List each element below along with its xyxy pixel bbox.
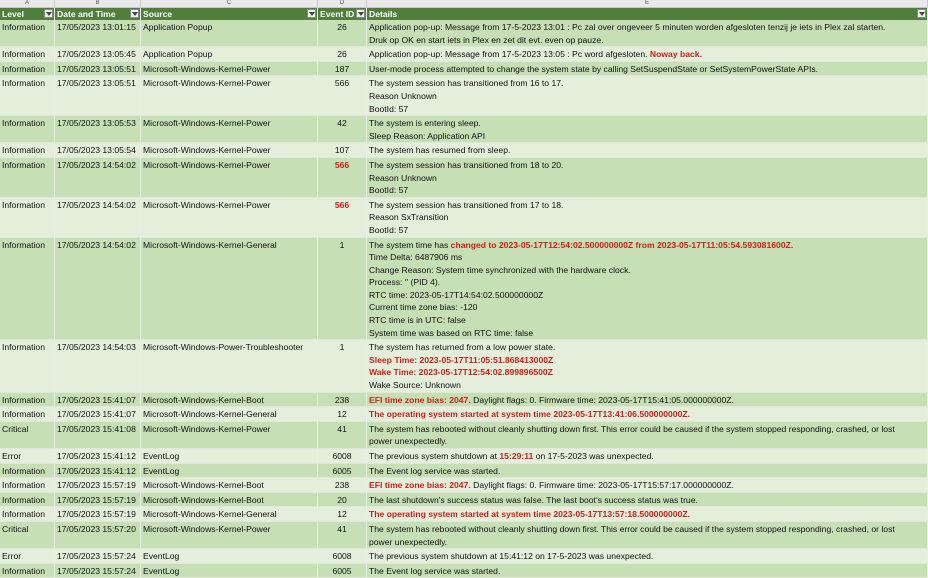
table-row: [0, 238, 928, 341]
source-cell[interactable]: EventLog: [141, 564, 318, 578]
details-line: [369, 465, 925, 478]
details-line: [369, 251, 925, 264]
level-cell[interactable]: Information: [0, 493, 55, 508]
column-letter-d[interactable]: D: [318, 0, 367, 7]
header-date-label: Date and Time: [57, 9, 116, 19]
date-cell[interactable]: 17/05/2023 15:57:24: [55, 549, 141, 564]
event-id-cell[interactable]: 238: [318, 393, 367, 408]
details-line: [369, 354, 925, 367]
details-text: The system time has: [369, 239, 451, 250]
details-line: [369, 77, 925, 90]
details-text: The system is entering sleep.: [369, 118, 481, 129]
date-cell[interactable]: 17/05/2023 14:54:03: [55, 340, 141, 392]
filter-dropdown-icon[interactable]: [44, 9, 53, 18]
filter-dropdown-icon[interactable]: [130, 9, 139, 18]
level-cell[interactable]: Information: [0, 238, 55, 341]
date-cell[interactable]: 17/05/2023 15:41:07: [55, 407, 141, 422]
details-text: The system has rebooted without cleanly shutting down first. This error could be caused if the system stopped responding, crashed, or lost: [369, 423, 895, 434]
details-line: [369, 172, 925, 185]
details-text: The Event log service was started.: [369, 565, 501, 576]
details-line: [369, 494, 925, 507]
table-row: [0, 143, 928, 158]
event-id-cell[interactable]: 1: [318, 238, 367, 341]
table-row: [0, 564, 928, 578]
details-text: The Event log service was started.: [369, 465, 501, 476]
details-text: System time was based on RTC time: false: [369, 327, 534, 338]
details-line: [369, 523, 925, 536]
source-cell[interactable]: Microsoft-Windows-Kernel-Boot: [141, 393, 318, 408]
table-row: [0, 478, 928, 493]
level-cell[interactable]: Information: [0, 407, 55, 422]
details-cell[interactable]: [367, 478, 928, 493]
details-line: [369, 408, 925, 421]
details-text: Current time zone bias: -120: [369, 302, 478, 313]
level-cell[interactable]: Information: [0, 20, 55, 47]
details-text: The system session has transitioned from 18 to 20.: [369, 159, 564, 170]
date-cell[interactable]: 17/05/2023 13:05:53: [55, 116, 141, 143]
event-id-cell[interactable]: 6005: [318, 564, 367, 578]
event-id-cell[interactable]: 107: [318, 143, 367, 158]
details-text: The system has rebooted without cleanly shutting down first. This error could be caused if the system stopped responding, crashed, or lost: [369, 523, 895, 534]
event-id-cell[interactable]: 12: [318, 507, 367, 522]
date-cell[interactable]: 17/05/2023 15:57:20: [55, 522, 141, 549]
level-cell[interactable]: Critical: [0, 522, 55, 549]
details-cell[interactable]: [367, 493, 928, 508]
source-cell[interactable]: Microsoft-Windows-Kernel-Boot: [141, 478, 318, 493]
details-line: [369, 565, 925, 578]
details-line: [369, 301, 925, 314]
table-row: [0, 507, 928, 522]
details-text: RTC time is in UTC: false: [369, 315, 466, 326]
details-line: [369, 314, 925, 327]
event-id-cell[interactable]: 187: [318, 62, 367, 77]
source-cell[interactable]: Microsoft-Windows-Power-Troubleshooter: [141, 340, 318, 392]
source-cell[interactable]: Microsoft-Windows-Kernel-Power: [141, 143, 318, 158]
header-event-id[interactable]: [318, 8, 367, 20]
source-cell[interactable]: Microsoft-Windows-Kernel-Power: [141, 62, 318, 77]
header-row: [0, 8, 928, 20]
source-cell[interactable]: Microsoft-Windows-Kernel-General: [141, 407, 318, 422]
date-cell[interactable]: 17/05/2023 14:54:02: [55, 198, 141, 238]
details-text: The system session has transitioned from 16 to 17.: [369, 78, 564, 89]
column-letter-c[interactable]: C: [141, 0, 318, 7]
table-row: [0, 493, 928, 508]
source-cell[interactable]: Application Popup: [141, 47, 318, 62]
details-text: User-mode process attempted to change the system state by calling SetSuspendState or SetSystemPowerState APIs.: [369, 63, 819, 74]
event-id-cell[interactable]: 566: [318, 158, 367, 198]
details-cell[interactable]: [367, 76, 928, 116]
header-event-id-label: Event ID: [320, 9, 355, 19]
date-cell[interactable]: 17/05/2023 13:05:54: [55, 143, 141, 158]
date-cell[interactable]: 17/05/2023 14:54:02: [55, 158, 141, 198]
header-date[interactable]: [55, 8, 141, 20]
details-cell[interactable]: [367, 507, 928, 522]
details-line: [369, 144, 925, 157]
source-cell[interactable]: EventLog: [141, 549, 318, 564]
details-cell[interactable]: [367, 564, 928, 578]
details-line: [369, 48, 925, 61]
details-text: RTC time: 2023-05-17T14:54:02.500000000Z: [369, 289, 544, 300]
level-cell[interactable]: Information: [0, 76, 55, 116]
details-text: The system has resumed from sleep.: [369, 145, 511, 156]
highlighted-text: Noway back.: [649, 49, 702, 60]
details-cell[interactable]: [367, 62, 928, 77]
event-id-cell[interactable]: 41: [318, 422, 367, 449]
details-text: BootId: 57: [369, 185, 409, 196]
level-cell[interactable]: Error: [0, 549, 55, 564]
details-cell[interactable]: [367, 407, 928, 422]
details-line: [369, 450, 925, 463]
date-cell[interactable]: 17/05/2023 13:05:51: [55, 76, 141, 116]
table-row: [0, 340, 928, 392]
date-cell[interactable]: 17/05/2023 15:57:24: [55, 564, 141, 578]
source-cell[interactable]: Microsoft-Windows-Kernel-Boot: [141, 493, 318, 508]
source-cell[interactable]: Microsoft-Windows-Kernel-General: [141, 238, 318, 341]
level-cell[interactable]: Critical: [0, 422, 55, 449]
event-id-cell[interactable]: 1: [318, 340, 367, 392]
level-cell[interactable]: Information: [0, 464, 55, 479]
highlighted-text: Wake Time: 2023-05-17T12:54:02.899896500Z: [369, 367, 553, 378]
table-row: [0, 76, 928, 116]
column-letter-e[interactable]: E: [367, 0, 928, 7]
level-cell[interactable]: Information: [0, 478, 55, 493]
event-id-cell[interactable]: 26: [318, 47, 367, 62]
details-text: Daylight flags: 0. Firmware time: 2023-05-17T15:41:05.000000000Z.: [470, 394, 734, 405]
source-cell[interactable]: Microsoft-Windows-Kernel-Power: [141, 522, 318, 549]
details-cell[interactable]: [367, 464, 928, 479]
source-cell[interactable]: Microsoft-Windows-Kernel-Power: [141, 198, 318, 238]
table-row: [0, 393, 928, 408]
details-line: [369, 184, 925, 197]
details-line: [369, 394, 925, 407]
table-row: [0, 158, 928, 198]
details-cell[interactable]: [367, 422, 928, 449]
details-line: [369, 117, 925, 130]
details-cell[interactable]: [367, 20, 928, 47]
date-cell[interactable]: 17/05/2023 13:05:45: [55, 47, 141, 62]
source-cell[interactable]: Microsoft-Windows-Kernel-General: [141, 507, 318, 522]
details-text: Application pop-up: Message from 17-5-2023 13:01 : Pc zal over ongeveer 5 minuten worden afgesloten tenzij je iets in Plex zal starten.: [369, 22, 886, 32]
table-row: [0, 407, 928, 422]
table-row: [0, 522, 928, 549]
details-line: [369, 536, 925, 549]
event-id-cell[interactable]: 26: [318, 20, 367, 47]
source-cell[interactable]: EventLog: [141, 464, 318, 479]
details-text: The last shutdown's success status was false. The last boot's success status was true.: [369, 494, 698, 505]
details-text: Application pop-up: Message from 17-5-2023 13:05 : Pc word afgesloten.: [369, 49, 650, 60]
table-row: [0, 549, 928, 564]
level-cell[interactable]: Information: [0, 340, 55, 392]
header-source-label: Source: [143, 9, 173, 19]
date-cell[interactable]: 17/05/2023 13:05:51: [55, 62, 141, 77]
details-text: power unexpectedly.: [369, 436, 448, 447]
column-letter-a[interactable]: A: [0, 0, 55, 7]
event-id-cell[interactable]: 6008: [318, 549, 367, 564]
details-text: BootId: 57: [369, 224, 409, 235]
date-cell[interactable]: 17/05/2023 15:41:07: [55, 393, 141, 408]
details-line: [369, 435, 925, 448]
highlighted-text: EFI time zone bias: 2047.: [369, 480, 471, 491]
details-line: [369, 276, 925, 289]
table-row: [0, 198, 928, 238]
details-cell[interactable]: [367, 393, 928, 408]
details-cell[interactable]: [367, 47, 928, 62]
level-cell[interactable]: Information: [0, 158, 55, 198]
event-id-cell[interactable]: 41: [318, 522, 367, 549]
column-letters: [0, 0, 928, 8]
table-row: [0, 116, 928, 143]
event-id-cell[interactable]: 566: [318, 76, 367, 116]
date-cell[interactable]: 17/05/2023 15:41:08: [55, 422, 141, 449]
details-line: [369, 21, 925, 34]
details-line: [369, 34, 925, 47]
date-cell[interactable]: 17/05/2023 15:57:19: [55, 478, 141, 493]
details-cell[interactable]: [367, 198, 928, 238]
date-cell[interactable]: 17/05/2023 15:57:19: [55, 493, 141, 508]
details-text: Reason SxTransition: [369, 212, 449, 223]
header-level[interactable]: [0, 8, 55, 20]
highlighted-text: Sleep Time: 2023-05-17T11:05:51.868413000Z: [369, 354, 554, 365]
details-line: [369, 423, 925, 436]
event-id-cell[interactable]: 42: [318, 116, 367, 143]
details-text: The previous system shutdown at: [369, 451, 500, 461]
date-cell[interactable]: 17/05/2023 15:57:19: [55, 507, 141, 522]
highlighted-text: EFI time zone bias: 2047.: [369, 394, 471, 405]
table-row: [0, 20, 928, 47]
source-cell[interactable]: Microsoft-Windows-Kernel-Power: [141, 422, 318, 449]
date-cell[interactable]: 17/05/2023 15:41:12: [55, 464, 141, 479]
details-line: [369, 239, 925, 252]
level-cell[interactable]: Error: [0, 449, 55, 464]
details-text: Daylight flags: 0. Firmware time: 2023-05-17T15:57:17.000000000Z.: [470, 480, 734, 491]
details-line: [369, 366, 925, 379]
details-line: [369, 379, 925, 392]
table-row: [0, 47, 928, 62]
level-cell[interactable]: Information: [0, 507, 55, 522]
details-text: BootId: 57: [369, 103, 409, 114]
details-text: power unexpectedly.: [369, 536, 448, 547]
header-details-label: Details: [369, 9, 398, 19]
source-cell[interactable]: Microsoft-Windows-Kernel-Power: [141, 116, 318, 143]
details-text: Process: '' (PID 4).: [369, 277, 441, 288]
details-cell[interactable]: [367, 143, 928, 158]
details-text: The system session has transitioned from 17 to 18.: [369, 199, 564, 210]
level-cell[interactable]: Information: [0, 198, 55, 238]
details-text: Change Reason: System time synchronized with the hardware clock.: [369, 264, 631, 275]
level-cell[interactable]: Information: [0, 47, 55, 62]
details-text: The previous system shutdown at 15:41:12 on 17-5-2023 was unexpected.: [369, 551, 654, 562]
details-line: [369, 479, 925, 492]
details-text: Reason Unknown: [369, 90, 437, 101]
filter-dropdown-icon[interactable]: [307, 9, 316, 18]
highlighted-text: changed to 2023-05-17T12:54:02.500000000Z from 2023-05-17T11:05:54.593081600Z.: [450, 239, 794, 250]
details-line: [369, 550, 925, 563]
header-level-label: Level: [2, 9, 24, 19]
source-cell[interactable]: Application Popup: [141, 20, 318, 47]
source-cell[interactable]: Microsoft-Windows-Kernel-Power: [141, 158, 318, 198]
level-cell[interactable]: Information: [0, 143, 55, 158]
details-line: [369, 341, 925, 354]
details-line: [369, 211, 925, 224]
details-text: Sleep Reason: Application API: [369, 130, 486, 141]
details-line: [369, 159, 925, 172]
details-line: [369, 289, 925, 302]
highlighted-text: 15:29:11: [499, 451, 534, 461]
level-cell[interactable]: Information: [0, 116, 55, 143]
table-row: [0, 449, 928, 464]
event-id-cell[interactable]: 6008: [318, 449, 367, 464]
event-id-cell[interactable]: 12: [318, 407, 367, 422]
date-cell[interactable]: 17/05/2023 13:01:15: [55, 20, 141, 47]
details-cell[interactable]: [367, 158, 928, 198]
details-line: [369, 63, 925, 76]
highlighted-text: The operating system started at system time 2023-05-17T13:57:18.500000000Z.: [369, 509, 690, 520]
details-cell[interactable]: [367, 340, 928, 392]
details-text: Druk op OK en start iets in Plex en zet dit evt. even op pauze.: [369, 34, 604, 45]
event-id-cell[interactable]: 6005: [318, 464, 367, 479]
table-row: [0, 62, 928, 77]
source-cell[interactable]: EventLog: [141, 449, 318, 464]
details-text: Wake Source: Unknown: [369, 380, 461, 391]
event-id-cell[interactable]: 566: [318, 198, 367, 238]
details-cell[interactable]: [367, 238, 928, 341]
level-cell[interactable]: Information: [0, 564, 55, 578]
details-line: [369, 508, 925, 521]
details-text: The system has returned from a low power state.: [369, 342, 556, 353]
details-line: [369, 130, 925, 143]
level-cell[interactable]: Information: [0, 393, 55, 408]
details-line: [369, 264, 925, 277]
table-row: [0, 464, 928, 479]
filter-dropdown-icon[interactable]: [356, 9, 365, 18]
header-source[interactable]: [141, 8, 318, 20]
details-line: [369, 103, 925, 116]
details-text: on 17-5-2023 was unexpected.: [533, 451, 654, 461]
details-cell[interactable]: [367, 522, 928, 549]
column-letter-b[interactable]: B: [55, 0, 141, 7]
details-cell[interactable]: [367, 549, 928, 564]
level-cell[interactable]: Information: [0, 62, 55, 77]
event-id-cell[interactable]: 238: [318, 478, 367, 493]
details-line: [369, 90, 925, 103]
details-text: Time Delta: 6487906 ms: [369, 252, 463, 263]
event-id-cell[interactable]: 20: [318, 493, 367, 508]
header-details[interactable]: [367, 8, 928, 20]
details-line: [369, 199, 925, 212]
table-body: [0, 20, 928, 578]
details-cell[interactable]: [367, 449, 928, 464]
highlighted-text: The operating system started at system time 2023-05-17T13:41:06.500000000Z.: [369, 409, 690, 420]
table-row: [0, 422, 928, 449]
details-text: Reason Unknown: [369, 172, 437, 183]
filter-dropdown-icon[interactable]: [917, 9, 926, 18]
date-cell[interactable]: 17/05/2023 14:54:02: [55, 238, 141, 341]
source-cell[interactable]: Microsoft-Windows-Kernel-Power: [141, 76, 318, 116]
details-cell[interactable]: [367, 116, 928, 143]
date-cell[interactable]: 17/05/2023 15:41:12: [55, 449, 141, 464]
details-line: [369, 224, 925, 237]
details-line: [369, 327, 925, 340]
